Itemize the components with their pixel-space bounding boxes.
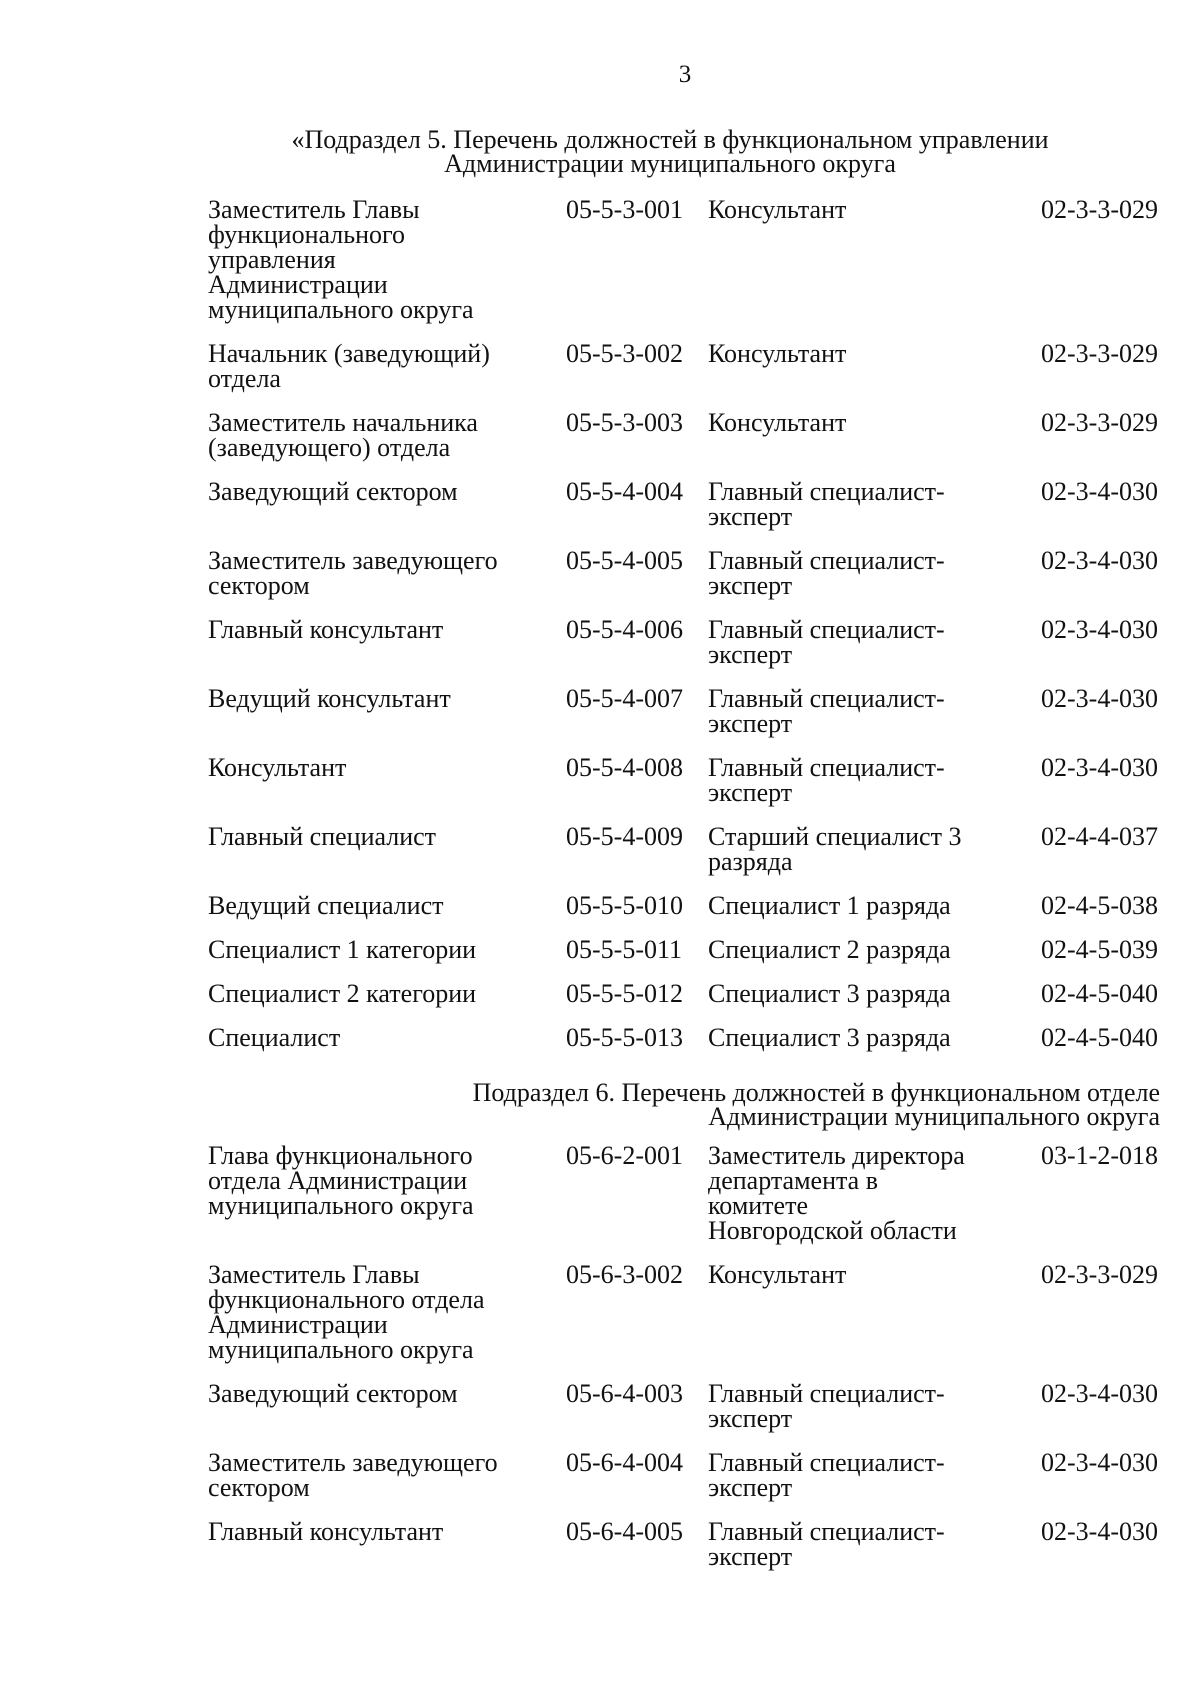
section-5-table xyxy=(208,197,1158,1069)
equivalent-code: 02-3-4-030 xyxy=(1041,684,1158,713)
table-row xyxy=(208,1025,1158,1069)
equivalent-code: 03-1-2-018 xyxy=(1041,1141,1158,1170)
position-title: Заместитель Главы функционального отдела Администрации муниципального округа xyxy=(208,1260,485,1364)
equivalent-position: Заместитель директора департамента в комитете Новгородской области xyxy=(708,1141,965,1245)
equivalent-code: 02-3-4-030 xyxy=(1041,546,1158,575)
position-code: 05-5-5-010 xyxy=(566,891,683,920)
equivalent-position: Главный специалист- эксперт xyxy=(708,1379,945,1433)
position-code: 05-5-4-009 xyxy=(566,822,683,851)
position-code: 05-5-4-008 xyxy=(566,753,683,782)
equivalent-position: Консультант xyxy=(708,1260,847,1289)
position-title: Глава функционального отдела Администрации муниципального округа xyxy=(208,1141,474,1220)
equivalent-position: Главный специалист- эксперт xyxy=(708,1448,945,1502)
position-code: 05-5-5-011 xyxy=(566,935,683,964)
equivalent-position: Консультант xyxy=(708,195,847,224)
table-row xyxy=(208,755,1158,824)
equivalent-position: Специалист 3 разряда xyxy=(708,1023,951,1052)
equivalent-code: 02-3-3-029 xyxy=(1041,195,1158,224)
section-5-heading xyxy=(200,125,1140,178)
table-row xyxy=(208,341,1158,410)
equivalent-code: 02-3-3-029 xyxy=(1041,1260,1158,1289)
position-code: 05-5-4-005 xyxy=(566,546,683,575)
table-row xyxy=(208,479,1158,548)
position-code: 05-5-5-013 xyxy=(566,1023,683,1052)
position-title: Заместитель Главы функционального управления Администрации муниципального округа xyxy=(208,195,474,324)
equivalent-position: Консультант xyxy=(708,408,847,437)
table-row xyxy=(208,1450,1158,1519)
equivalent-code: 02-3-4-030 xyxy=(1041,1379,1158,1408)
position-title: Специалист 1 категории xyxy=(208,935,477,964)
equivalent-code: 02-4-4-037 xyxy=(1041,822,1158,851)
table-row xyxy=(208,893,1158,937)
position-code: 05-6-4-004 xyxy=(566,1448,683,1477)
table-row xyxy=(208,1519,1158,1588)
position-code: 05-6-3-002 xyxy=(566,1260,683,1289)
position-title: Заместитель начальника (заведующего) отдела xyxy=(208,408,478,462)
position-title: Заведующий сектором xyxy=(208,1379,458,1408)
position-code: 05-5-4-004 xyxy=(566,477,683,506)
section-6-table xyxy=(208,1143,1158,1588)
position-title: Заместитель заведующего сектором xyxy=(208,546,498,600)
position-title: Заведующий сектором xyxy=(208,477,458,506)
table-row xyxy=(208,197,1158,341)
equivalent-position: Специалист 2 разряда xyxy=(708,935,951,964)
position-title: Специалист xyxy=(208,1023,341,1052)
equivalent-code: 02-4-5-040 xyxy=(1041,979,1158,1008)
equivalent-position: Главный специалист- эксперт xyxy=(708,546,945,600)
position-code: 05-6-2-001 xyxy=(566,1141,683,1170)
position-title: Ведущий консультант xyxy=(208,684,451,713)
position-title: Главный специалист xyxy=(208,822,437,851)
equivalent-position: Главный специалист- эксперт xyxy=(708,753,945,807)
position-code: 05-5-3-002 xyxy=(566,339,683,368)
table-row xyxy=(208,824,1158,893)
equivalent-code: 02-4-5-038 xyxy=(1041,891,1158,920)
equivalent-position: Главный специалист- эксперт xyxy=(708,1517,945,1571)
equivalent-code: 02-3-4-030 xyxy=(1041,753,1158,782)
position-code: 05-6-4-005 xyxy=(566,1517,683,1546)
equivalent-position: Специалист 1 разряда xyxy=(708,891,951,920)
position-title: Главный консультант xyxy=(208,1517,444,1546)
equivalent-position: Главный специалист- эксперт xyxy=(708,684,945,738)
equivalent-position: Главный специалист- эксперт xyxy=(708,477,945,531)
equivalent-code: 02-4-5-040 xyxy=(1041,1023,1158,1052)
position-code: 05-5-3-003 xyxy=(566,408,683,437)
table-row xyxy=(208,548,1158,617)
section-6-heading-line-2: Администрации муниципального округа xyxy=(708,1102,1160,1131)
table-row xyxy=(208,981,1158,1025)
position-title: Ведущий специалист xyxy=(208,891,444,920)
equivalent-code: 02-3-3-029 xyxy=(1041,408,1158,437)
equivalent-code: 02-4-5-039 xyxy=(1041,935,1158,964)
equivalent-code: 02-3-4-030 xyxy=(1041,477,1158,506)
position-code: 05-5-3-001 xyxy=(566,195,683,224)
equivalent-code: 02-3-4-030 xyxy=(1041,1517,1158,1546)
section-5-heading-line-1: «Подраздел 5. Перечень должностей в функциональном управлении xyxy=(291,125,1049,154)
position-title: Начальник (заведующий) отдела xyxy=(208,339,490,393)
page-number: 3 xyxy=(678,61,692,88)
table-row xyxy=(208,410,1158,479)
equivalent-position: Консультант xyxy=(708,339,847,368)
equivalent-code: 02-3-4-030 xyxy=(1041,615,1158,644)
equivalent-position: Специалист 3 разряда xyxy=(708,979,951,1008)
equivalent-code: 02-3-4-030 xyxy=(1041,1448,1158,1477)
table-row xyxy=(208,1381,1158,1450)
position-title: Заместитель заведующего сектором xyxy=(208,1448,498,1502)
position-code: 05-5-5-012 xyxy=(566,979,683,1008)
table-row xyxy=(208,617,1158,686)
section-6-heading xyxy=(380,1078,1160,1131)
position-code: 05-5-4-007 xyxy=(566,684,683,713)
section-5-heading-line-2: Администрации муниципального округа xyxy=(444,149,896,178)
position-code: 05-5-4-006 xyxy=(566,615,683,644)
table-row xyxy=(208,686,1158,755)
section-6-heading-line-1: Подраздел 6. Перечень должностей в функциональном отделе xyxy=(472,1078,1160,1107)
position-code: 05-6-4-003 xyxy=(566,1379,683,1408)
equivalent-code: 02-3-3-029 xyxy=(1041,339,1158,368)
position-title: Специалист 2 категории xyxy=(208,979,477,1008)
position-title: Консультант xyxy=(208,753,347,782)
table-row xyxy=(208,1143,1158,1262)
table-row xyxy=(208,1262,1158,1381)
equivalent-position: Главный специалист- эксперт xyxy=(708,615,945,669)
table-row xyxy=(208,937,1158,981)
equivalent-position: Старший специалист 3 разряда xyxy=(708,822,962,876)
position-title: Главный консультант xyxy=(208,615,444,644)
